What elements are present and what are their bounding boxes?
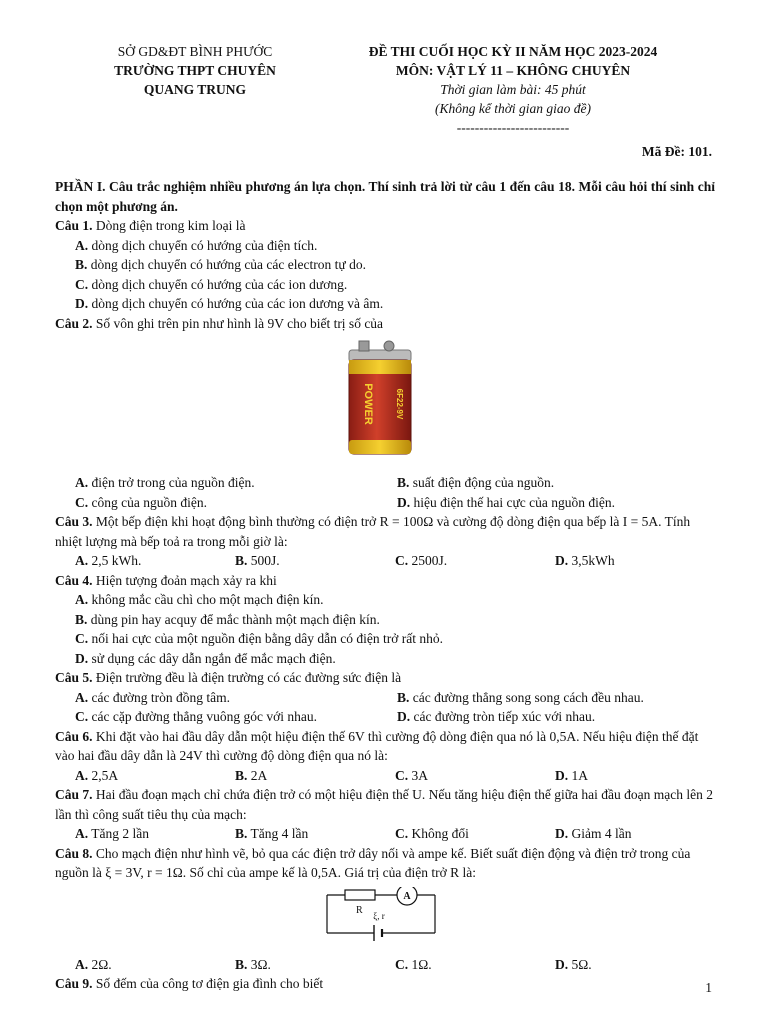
option-text: các cặp đường thẳng vuông góc với nhau. bbox=[91, 709, 318, 724]
school-header bbox=[60, 42, 330, 99]
option-b bbox=[235, 955, 395, 975]
exam-duration: Thời gian làm bài: 45 phút bbox=[440, 82, 586, 97]
option-b bbox=[235, 766, 395, 786]
exam-header bbox=[318, 42, 708, 137]
option-d bbox=[55, 649, 715, 669]
option-label: C. bbox=[75, 631, 89, 646]
option-a bbox=[75, 824, 235, 844]
option-text: hiệu điện thế hai cực của nguồn điện. bbox=[413, 494, 615, 510]
option-label: D. bbox=[397, 709, 411, 724]
option-text: 1A bbox=[571, 767, 588, 783]
option-label: A. bbox=[75, 826, 89, 841]
battery-figure bbox=[55, 333, 715, 473]
option-label: A. bbox=[75, 553, 89, 568]
question-8 bbox=[55, 844, 715, 883]
option-label: D. bbox=[555, 767, 569, 783]
option-label: A. bbox=[75, 475, 89, 490]
option-text: 2,5 kWh. bbox=[91, 553, 142, 568]
battery-model-text: 6F22-9V bbox=[395, 388, 404, 420]
option-label: A. bbox=[75, 237, 89, 253]
option-a bbox=[75, 688, 393, 708]
option-label: A. bbox=[75, 689, 89, 705]
question-4 bbox=[55, 571, 715, 591]
question-text: Điện trường đều là điện trường có các đường sức điện là bbox=[92, 670, 402, 685]
question-text: Hiện tượng đoản mạch xảy ra khi bbox=[92, 572, 277, 588]
option-label: C. bbox=[395, 767, 409, 783]
options-row-1 bbox=[55, 688, 715, 708]
circuit-figure bbox=[55, 883, 715, 955]
resistor-symbol bbox=[345, 890, 375, 900]
option-b bbox=[393, 688, 715, 708]
option-text: dùng pin hay acquy để mắc thành một mạch điện kín. bbox=[90, 611, 380, 627]
question-6 bbox=[55, 727, 715, 766]
option-a bbox=[75, 473, 393, 493]
page-number: 1 bbox=[705, 980, 712, 995]
question-text: Cho mạch điện như hình vẽ, bỏ qua các điện trở dây nối và ampe kế. Biết suất điện động và điện trở trong của nguồn là ξ = 3V, r = 1Ω. Số chỉ của ampe kế là 0,5A. Giá trị của điện trở R là: bbox=[55, 845, 691, 880]
question-text: Khi đặt vào hai đầu dây dẫn một hiệu điện thế 6V thì cường độ dòng điện qua nó là 0,5A. Nếu hiệu điện thế đặt vào hai đầu dây dẫn là 24V thì cường độ dòng điện qua nó là: bbox=[55, 728, 699, 763]
battery-brand-text: POWER bbox=[362, 383, 374, 425]
option-text: 3A bbox=[411, 767, 428, 783]
option-text: các đường tròn đồng tâm. bbox=[91, 689, 231, 705]
circuit-diagram bbox=[323, 887, 439, 949]
options-row-1 bbox=[55, 473, 715, 493]
question-3 bbox=[55, 512, 715, 551]
option-text: suất điện động của nguồn. bbox=[412, 475, 555, 490]
option-label: C. bbox=[75, 494, 89, 510]
option-a bbox=[75, 551, 235, 571]
option-text: nối hai cực của một nguồn điện bằng dây dẫn có điện trở rất nhỏ. bbox=[91, 631, 443, 646]
option-label: D. bbox=[555, 956, 569, 972]
option-text: Không đổi bbox=[411, 826, 469, 841]
option-label: D. bbox=[397, 494, 411, 510]
option-b bbox=[235, 551, 395, 571]
battery-9v-image bbox=[345, 338, 417, 460]
options-row-2 bbox=[55, 707, 715, 727]
source-label: ξ, r bbox=[373, 910, 385, 921]
question-text: Hai đầu đoạn mạch chỉ chứa điện trở có một hiệu điện thế U. Nếu tăng hiệu điện thế giữa hai đầu đoạn mạch lên 2 lần thì công suất tiêu thụ của mạch: bbox=[55, 787, 713, 822]
exam-content bbox=[55, 177, 715, 994]
options-row bbox=[55, 955, 715, 975]
option-text: không mắc cầu chì cho một mạch điện kín. bbox=[91, 592, 324, 607]
option-d bbox=[393, 707, 715, 727]
question-number: Câu 6. bbox=[55, 728, 93, 744]
option-label: D. bbox=[75, 296, 89, 311]
option-text: 1Ω. bbox=[411, 956, 432, 972]
option-b bbox=[393, 473, 715, 493]
part-one-heading: PHẦN I. Câu trắc nghiệm nhiều phương án lựa chọn. Thí sinh trả lời từ câu 1 đến câu 18. Mỗi câu hỏi thí sinh chỉ chọn một phương án. bbox=[55, 179, 715, 214]
option-a bbox=[55, 590, 715, 610]
exam-title: ĐỀ THI CUỐI HỌC KỲ II NĂM HỌC 2023-2024 bbox=[368, 44, 658, 59]
question-number: Câu 2. bbox=[55, 315, 93, 331]
question-number: Câu 5. bbox=[55, 670, 93, 685]
question-number: Câu 4. bbox=[55, 572, 93, 588]
exam-subject: MÔN: VẬT LÝ 11 – KHÔNG CHUYÊN bbox=[395, 63, 631, 78]
ammeter-label: A bbox=[403, 890, 411, 902]
option-c bbox=[395, 824, 555, 844]
option-a bbox=[75, 955, 235, 975]
option-label: A. bbox=[75, 767, 89, 783]
option-label: B. bbox=[235, 826, 248, 841]
question-text: Một bếp điện khi hoạt động bình thường có điện trở R = 100Ω và cường độ dòng điện qua bếp là I = 5A. Tính nhiệt lượng mà bếp toả ra trong mỗi giờ là: bbox=[55, 514, 691, 549]
question-9 bbox=[55, 974, 715, 994]
question-number: Câu 8. bbox=[55, 845, 93, 861]
question-number: Câu 7. bbox=[55, 787, 93, 802]
option-text: 3Ω. bbox=[250, 956, 271, 972]
option-text: các đường thẳng song song cách đều nhau. bbox=[412, 689, 644, 705]
option-c bbox=[75, 493, 393, 513]
option-d bbox=[555, 551, 715, 571]
option-b bbox=[235, 824, 395, 844]
option-c bbox=[55, 275, 715, 295]
option-b bbox=[55, 255, 715, 275]
option-text: công của nguồn điện. bbox=[91, 494, 207, 510]
question-5 bbox=[55, 668, 715, 688]
header-divider: ------------------------- bbox=[456, 120, 570, 135]
option-text: dòng dịch chuyển có hướng của điện tích. bbox=[91, 237, 318, 253]
option-c bbox=[75, 707, 393, 727]
school-name-line1: TRƯỜNG THPT CHUYÊN bbox=[114, 63, 276, 78]
option-text: Tăng 2 lần bbox=[91, 826, 149, 841]
exam-duration-note: (Không kể thời gian giao đề) bbox=[434, 101, 592, 116]
option-label: B. bbox=[397, 475, 410, 490]
option-c bbox=[55, 629, 715, 649]
option-label: D. bbox=[555, 553, 569, 568]
question-1 bbox=[55, 216, 715, 236]
department-name: SỞ GD&ĐT BÌNH PHƯỚC bbox=[117, 44, 273, 59]
option-label: B. bbox=[235, 956, 248, 972]
option-label: B. bbox=[235, 767, 248, 783]
option-label: C. bbox=[395, 956, 409, 972]
question-7 bbox=[55, 785, 715, 824]
option-d bbox=[555, 955, 715, 975]
option-d bbox=[55, 294, 715, 314]
option-text: Tăng 4 lần bbox=[250, 826, 309, 841]
option-text: dòng dịch chuyển có hướng của các ion dương. bbox=[91, 276, 348, 292]
option-text: điện trở trong của nguồn điện. bbox=[91, 475, 255, 490]
option-c bbox=[395, 551, 555, 571]
option-c bbox=[395, 766, 555, 786]
option-label: D. bbox=[75, 650, 89, 666]
option-label: B. bbox=[235, 553, 248, 568]
option-label: C. bbox=[75, 276, 89, 292]
school-name-line2: QUANG TRUNG bbox=[143, 82, 247, 97]
option-c bbox=[395, 955, 555, 975]
option-label: C. bbox=[395, 826, 409, 841]
question-number: Câu 1. bbox=[55, 218, 93, 233]
option-label: B. bbox=[397, 689, 410, 705]
question-text: Số vôn ghi trên pin như hình là 9V cho biết trị số của bbox=[92, 315, 384, 331]
option-text: các đường tròn tiếp xúc với nhau. bbox=[413, 709, 596, 724]
question-2 bbox=[55, 314, 715, 334]
option-text: 2A bbox=[250, 767, 268, 783]
option-text: 500J. bbox=[250, 553, 280, 568]
option-text: 2Ω. bbox=[91, 956, 112, 972]
option-text: 5Ω. bbox=[571, 956, 592, 972]
option-text: 2500J. bbox=[411, 553, 448, 568]
exam-code: Mã Đề: 101. bbox=[641, 144, 712, 159]
option-a bbox=[75, 766, 235, 786]
option-b bbox=[55, 610, 715, 630]
option-text: dòng dịch chuyển có hướng của các electron tự do. bbox=[90, 257, 366, 272]
option-d bbox=[393, 493, 715, 513]
option-label: A. bbox=[75, 592, 89, 607]
question-number: Câu 9. bbox=[55, 976, 93, 991]
option-text: Giảm 4 lần bbox=[571, 826, 632, 841]
option-a bbox=[55, 236, 715, 256]
option-d bbox=[555, 824, 715, 844]
question-text: Dòng điện trong kim loại là bbox=[92, 218, 246, 233]
option-text: 2,5A bbox=[91, 767, 119, 783]
option-label: C. bbox=[395, 553, 409, 568]
option-label: B. bbox=[75, 611, 88, 627]
option-text: sử dụng các dây dẫn ngắn để mắc mạch điện. bbox=[91, 650, 336, 666]
option-label: B. bbox=[75, 257, 88, 272]
options-row bbox=[55, 824, 715, 844]
resistor-label: R bbox=[356, 904, 363, 916]
option-d bbox=[555, 766, 715, 786]
option-label: C. bbox=[75, 709, 89, 724]
option-text: 3,5kWh bbox=[571, 553, 615, 568]
option-text: dòng dịch chuyển có hướng của các ion dương và âm. bbox=[91, 296, 384, 311]
options-row bbox=[55, 551, 715, 571]
question-text: Số đếm của công tơ điện gia đình cho biết bbox=[92, 976, 324, 991]
option-label: A. bbox=[75, 956, 89, 972]
options-row-2 bbox=[55, 493, 715, 513]
option-label: D. bbox=[555, 826, 569, 841]
options-row bbox=[55, 766, 715, 786]
question-number: Câu 3. bbox=[55, 514, 93, 529]
